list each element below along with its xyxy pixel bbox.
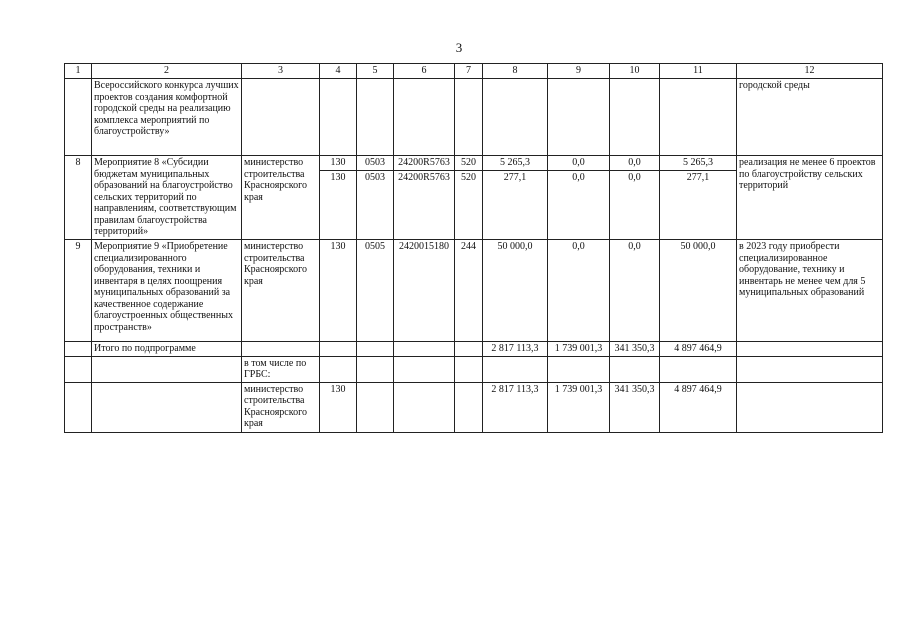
amount-cell: 1 739 001,3 <box>548 342 610 357</box>
amount-cell: 5 265,3 277,1 <box>660 156 737 240</box>
amount-cell: 0,0 <box>610 240 660 342</box>
code-cell: 520 520 <box>455 156 483 240</box>
event-description: Мероприятие 8 «Субсидии бюджетам муниципальных образований на благоустройство сельских территорий по направлениям, соответствующим правилам благоустройства территорий» <box>92 156 242 240</box>
grbs-name: министерство строительства Красноярского края <box>242 382 320 432</box>
amount-cell: 0,0 0,0 <box>610 156 660 240</box>
header-row <box>65 64 883 79</box>
code-cell: 130 <box>320 382 357 432</box>
header-cell: 9 <box>548 64 610 79</box>
grbs-name: министерство строительства Красноярского края <box>242 156 320 240</box>
header-cell: 8 <box>483 64 548 79</box>
page-number: 3 <box>455 40 463 55</box>
amount-cell: 0,0 <box>548 240 610 342</box>
code-cell: 244 <box>455 240 483 342</box>
event-description: Мероприятие 9 «Приобретение специализированного оборудования, техники и инвентаря в целях поощрения муниципальных образований за качественное содержание благоустроенных общественных пространств» <box>92 240 242 342</box>
code-cell: 2420015180 <box>394 240 455 342</box>
code-cell: 130 130 <box>320 156 357 240</box>
expected-result: в 2023 году приобрести специализированное оборудование, технику и инвентарь не менее чем для 5 муниципальных образований <box>737 240 883 342</box>
amount-cell: 2 817 113,3 <box>483 382 548 432</box>
header-cell: 11 <box>660 64 737 79</box>
amount-cell: 0,0 0,0 <box>548 156 610 240</box>
header-cell: 5 <box>357 64 394 79</box>
amount-cell: 50 000,0 <box>483 240 548 342</box>
code-cell: 130 <box>320 240 357 342</box>
table-row <box>65 356 883 382</box>
total-label: Итого по подпрограмме <box>92 342 242 357</box>
amount-cell: 1 739 001,3 <box>548 382 610 432</box>
code-cell: 0505 <box>357 240 394 342</box>
amount-cell: 50 000,0 <box>660 240 737 342</box>
amount-cell: 5 265,3 277,1 <box>483 156 548 240</box>
header-cell: 10 <box>610 64 660 79</box>
table-row <box>65 156 883 240</box>
expected-result: реализация не менее 6 проектов по благоустройству сельских территорий <box>737 156 883 240</box>
budget-table <box>64 63 883 433</box>
header-cell: 12 <box>737 64 883 79</box>
row-number: 9 <box>65 240 92 342</box>
code-cell: 24200R5763 24200R5763 <box>394 156 455 240</box>
amount-cell: 341 350,3 <box>610 342 660 357</box>
table-row <box>65 79 883 156</box>
expected-result: городской среды <box>737 79 883 156</box>
header-cell: 3 <box>242 64 320 79</box>
table-row <box>65 382 883 432</box>
row-number: 8 <box>65 156 92 240</box>
amount-cell: 4 897 464,9 <box>660 382 737 432</box>
amount-cell: 341 350,3 <box>610 382 660 432</box>
amount-cell: 4 897 464,9 <box>660 342 737 357</box>
total-row <box>65 342 883 357</box>
event-description: Всероссийского конкурса лучших проектов создания комфортной городской среды на реализацию комплекса мероприятий по благоустройству» <box>92 79 242 156</box>
amount-cell: 2 817 113,3 <box>483 342 548 357</box>
grbs-heading: в том числе по ГРБС: <box>242 356 320 382</box>
table-row <box>65 240 883 342</box>
header-cell: 7 <box>455 64 483 79</box>
header-cell: 6 <box>394 64 455 79</box>
header-cell: 1 <box>65 64 92 79</box>
grbs-name: министерство строительства Красноярского края <box>242 240 320 342</box>
header-cell: 2 <box>92 64 242 79</box>
code-cell: 0503 0503 <box>357 156 394 240</box>
header-cell: 4 <box>320 64 357 79</box>
